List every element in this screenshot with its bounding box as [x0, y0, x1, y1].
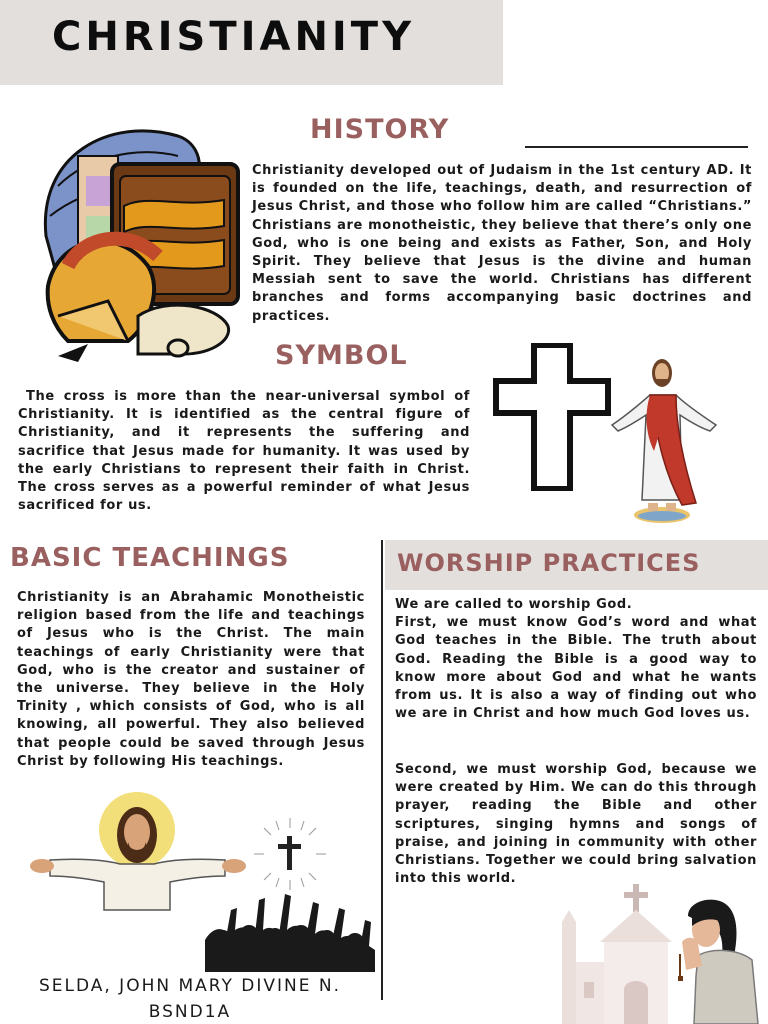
radiant-cross-icon [254, 818, 326, 890]
history-collage-illustration [28, 116, 242, 366]
history-heading: HISTORY [310, 114, 450, 145]
worship-paragraph-1: We are called to worship God. First, we must know God’s word and what God teaches in the Bible. The truth about God. Reading the Bible is a good way to know more about God and what he wants from us. It is also a way of finding out who we are in Christ and how much God loves us. [395, 597, 757, 722]
risen-jesus-illustration [610, 355, 720, 527]
symbol-heading: SYMBOL [275, 340, 408, 371]
symbol-text: The cross is more than the near-universal symbol of Christianity. It is identified as the central figure of Christianity, and it represents the suffering and sacrifice that Jesus made for humanity. It was used by the early Christians to represent their faith in Christ. The cross serves as a powerful reminder of what Jesus sacrificed for us. [18, 389, 470, 514]
page-title: CHRISTIANITY [52, 14, 416, 60]
worship-heading: WORSHIP PRACTICES [397, 549, 701, 577]
worship-paragraph-2: Second, we must worship God, because we were created by Him. We can do this through prayer, reading the Bible and other scriptures, singing hymns and songs of praise, and joining in community with other Christians. Together we could bring salvation into this world. [395, 762, 757, 887]
cross-icon [492, 343, 612, 491]
column-divider [381, 540, 383, 1000]
teachings-text: Christianity is an Abrahamic Monotheistic religion based from the life and teachings of Jesus who is the Christ. The main teachings of early Christianity were that God, who is the creator and sustainer of the universe. They believe in the Holy Trinity , which consists of God, who is all knowing, all powerful. They also believed that people could be saved through Jesus Christ by following His teachings. [17, 590, 365, 769]
teachings-heading: BASIC TEACHINGS [10, 543, 290, 573]
author-section: BSND1A [148, 1002, 232, 1022]
history-underline [525, 146, 748, 148]
author-name: SELDA, JOHN MARY DIVINE N. [38, 976, 342, 996]
history-text: Christianity developed out of Judaism in the 1st century AD. It is founded on the life, teachings, death, and resurrection of Jesus Christ, and those who follow him are called “Christians.” Christians are monotheistic, they believe that there’s only one God, who is one being and exists as Father, Son, and Holy Spirit. They believe that Jesus is the divine and human Messiah sent to save the world. Christians has different branches and forms accompanying basic doctrines and practices. [252, 163, 752, 324]
worshipping-crowd-silhouette [205, 890, 375, 972]
praying-woman-illustration [668, 896, 760, 1024]
